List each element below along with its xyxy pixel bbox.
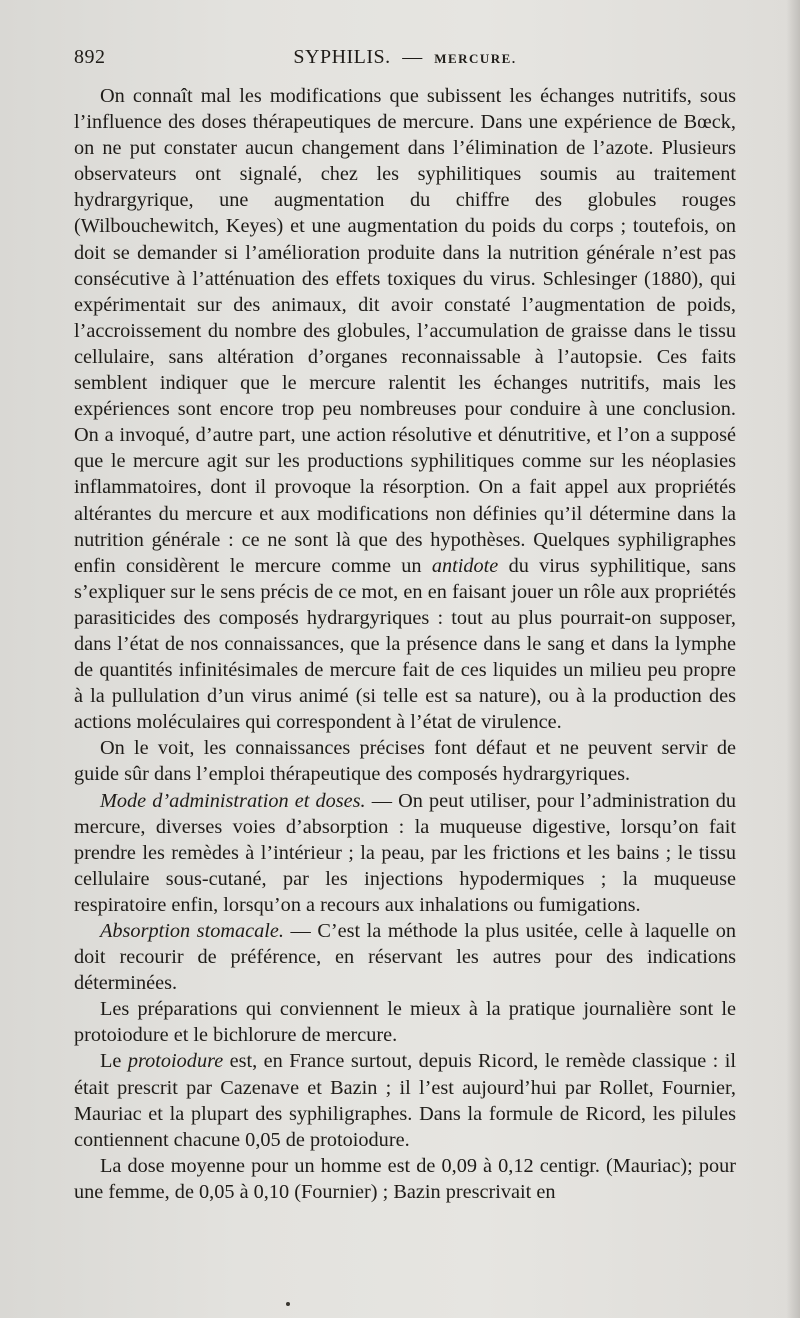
paragraph	[74, 788, 736, 918]
text-run: — On peut utiliser, pour l’administration du mercure, diverses voies d’absorption : la muqueuse digestive, lorsqu’on fait prendre les remèdes à l’intérieur ; la peau, par les frictions et les bains ; le tissu cellulaire sous-cutané, par les injections hypodermiques ; la muqueuse respiratoire enfin, lorsqu’on a recours aux inhalations ou fumigations.	[74, 789, 736, 916]
text-run: du virus syphilitique, sans s’expliquer sur le sens précis de ce mot, en en faisant jouer un rôle aux propriétés parasiticides des composés hydrargyriques : tout au plus pourrait-on supposer, dans l’état de nos connaissances, que la présence dans le sang et dans la lymphe de quantités infinitésimales de mercure fait de ces liquides un milieu peu propre à la pullulation d’un virus animé (si telle est sa nature), ou à la production des actions moléculaires qui correspondent à l’état de virulence.	[74, 554, 736, 734]
italic-run: antidote	[431, 554, 499, 577]
text-run: Le	[100, 1050, 128, 1073]
page-number: 892	[74, 46, 106, 68]
running-title-main: SYPHILIS.	[293, 46, 391, 68]
text-run: On le voit, les connaissances précises font défaut et ne peuvent servir de guide sûr dans l’emploi thérapeutique des composés hydrargyriques.	[74, 737, 736, 786]
paragraph	[74, 1048, 736, 1152]
running-title-sub: MERCURE.	[434, 51, 517, 66]
running-title-separator: —	[402, 46, 423, 68]
text-run: On connaît mal les modifications que subissent les échanges nutritifs, sous l’influence des doses thérapeutiques de mercure. Dans une expérience de Bœck, on ne put constater aucun changement dans l’élimination de l’azote. Plusieurs observateurs ont signalé, chez les syphilitiques soumis au traitement hydrargyrique, une augmentation du chiffre des globules rouges (Wilbouchewitch, Keyes) et une augmentation du poids du corps ; toutefois, on doit se demander si l’amélioration produite dans la nutrition générale n’est pas consécutive à l’atténuation des effets toxiques du virus. Schlesinger (1880), qui expérimentait sur des animaux, dit avoir constaté l’augmentation de poids, l’accroissement du nombre des globules, l’accumulation de graisse dans le tissu cellulaire, sans altération d’organes reconnaissable à l’autopsie. Ces faits semblent indiquer que le mercure ralentit les échanges nutritifs, mais les expériences sont encore trop peu nombreuses pour conduire à une conclusion. On a invoqué, d’autre part, une action résolutive et dénutritive, et l’on a supposé que le mercure agit sur les productions syphilitiques comme sur les néoplasies inflammatoires, dont il provoque la résorption. On a fait appel aux propriétés altérantes du mercure et aux modifications non définies qu’il détermine dans la nutrition générale : ce ne sont là que des hypothèses. Quelques syphiligraphes enfin considèrent le mercure comme un	[74, 85, 736, 577]
text-run: Les préparations qui conviennent le mieux à la pratique journalière sont le protoiodure et le bichlorure de mercure.	[74, 998, 736, 1047]
page-header	[74, 46, 736, 76]
italic-run: Mode d’administration et doses.	[100, 789, 366, 812]
text-run: — C’est la méthode la plus usitée, celle à laquelle on doit recourir de préférence, en réservant les autres pour des indications déterminées.	[74, 920, 736, 995]
text-run: La dose moyenne pour un homme est de 0,09 à 0,12 centigr. (Mauriac); pour une femme, de 0,05 à 0,10 (Fournier) ; Bazin prescrivait en	[74, 1154, 736, 1203]
paragraph	[74, 918, 736, 996]
body-text	[74, 83, 736, 1205]
running-title	[74, 46, 736, 69]
paragraph	[74, 1153, 736, 1205]
italic-run: Absorption stomacale.	[100, 920, 284, 942]
print-speck	[286, 1302, 290, 1306]
italic-run: protoiodure	[127, 1050, 224, 1073]
text-run: est, en France surtout, depuis Ricord, le remède classique : il était prescrit par Cazenave et Bazin ; il l’est aujourd’hui par Rollet, Fournier, Mauriac et la plupart des syphiligraphes. Dans la formule de Ricord, les pilules contiennent chacune 0,05 de protoiodure.	[74, 1050, 736, 1151]
paragraph	[74, 996, 736, 1048]
paragraph	[74, 83, 736, 735]
page-edge-shadow	[786, 0, 800, 1318]
paragraph	[74, 735, 736, 787]
